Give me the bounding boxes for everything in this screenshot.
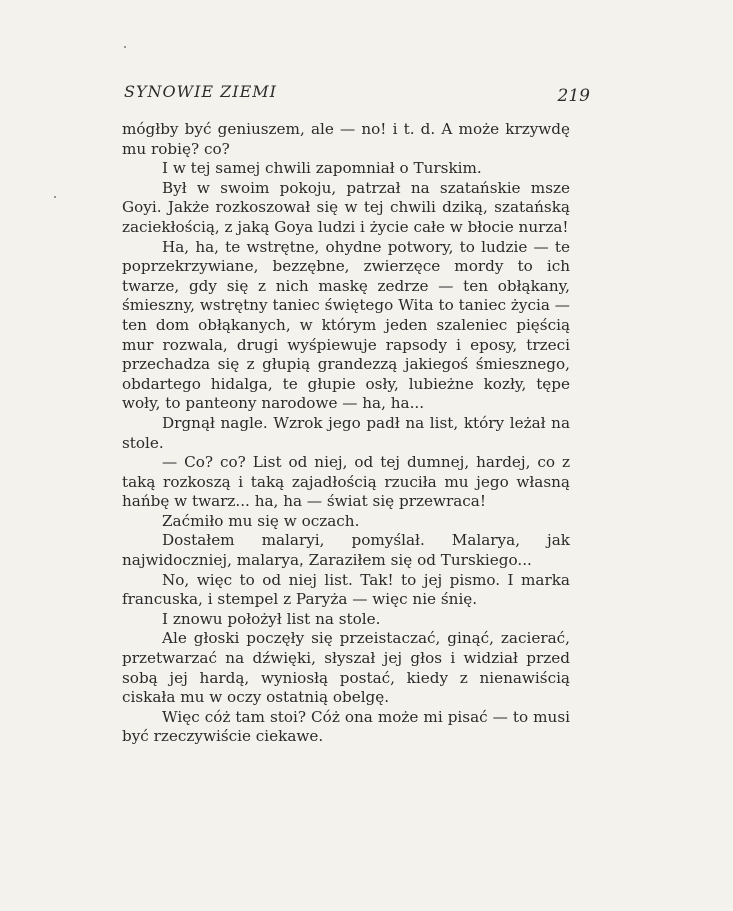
paragraph: No, więc to od niej list. Tak! to jej pismo. I marka francuska, i stempel z Paryża — więc nie śnię. [122, 570, 570, 609]
paragraph: I w tej samej chwili zapomniał o Turskim. [162, 159, 482, 178]
paragraph: Dostałem malaryi, pomyślał. Malarya, jak najwidoczniej, malarya. Zaraziłem się od Turskiego... [122, 531, 570, 570]
page-number: 219 [557, 86, 590, 106]
paragraph: Zaćmiło mu się w oczach. [162, 511, 360, 530]
paragraph: Ha, ha, te wstrętne, ohydne potwory, to ludzie — te poprzekrzywiane, bezzębne, zwierzęce mordy to ich twarze, gdy się z nich maskę zedrze — ten obłąkany, śmieszny, wstrętny taniec świętego Wita to taniec życia — ten dom obłąkanych, w którym jeden szaleniec pięścią mur rozwala, drugi wyśpiewuje rapsody i eposy, trzeci przechadza się z głupią grandezzą jakiegoś śmiesznego, obdartego hidalga, te głupie osły, lubieżne kozły, tępe woły, to panteony narodowe — ha, ha... [122, 237, 570, 413]
paragraph: I znowu położył list na stole. [162, 609, 381, 628]
paragraph: — Co? co? List od niej, od tej dumnej, hardej, co z taką rozkoszą i taką zajadłością rzuciła mu jego własną hańbę w twarz... ha, ha — świat się przewraca! [122, 453, 570, 511]
paragraph: Drgnął nagle. Wzrok jego padł na list, który leżał na stole. [122, 413, 570, 452]
paper-speck [54, 196, 56, 198]
paragraph: Był w swoim pokoju, patrzał na szatańskie msze Goyi. Jakże rozkoszował się w tej chwili dziką, szatańską zaciekłością, z jaką Goya ludzi i życie całe w błocie nurza! [122, 178, 570, 236]
page-header [124, 82, 600, 112]
paper-speck [124, 46, 126, 48]
paragraph: Więc cóż tam stoi? Cóż ona może mi pisać — to musi być rzeczywiście ciekawe. [122, 707, 570, 746]
body-text [122, 120, 570, 747]
paragraph: mógłby być geniuszem, ale — no! i t. d. A może krzywdę mu robię? co? [122, 120, 570, 158]
running-title: SYNOWIE ZIEMI [124, 82, 277, 101]
paragraph: Ale głoski poczęły się przeistaczać, ginąć, zacierać, przetwarzać na dźwięki, słyszał jej głos i widział przed sobą jej hardą, wyniosłą postać, kiedy z nienawiścią ciskała mu w oczy ostatnią obelgę. [122, 629, 570, 707]
